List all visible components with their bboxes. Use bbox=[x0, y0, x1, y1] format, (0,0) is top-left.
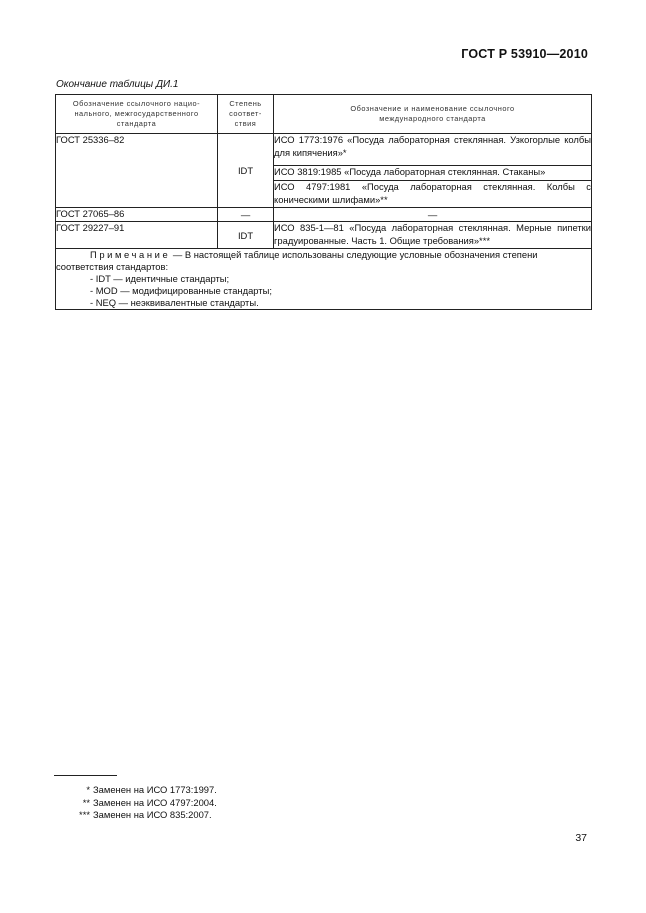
footnote-text: Заменен на ИСО 4797:2004. bbox=[93, 796, 217, 808]
table-row bbox=[56, 208, 592, 222]
footnote-mark: ** bbox=[82, 796, 90, 808]
footnote bbox=[78, 797, 217, 810]
document-code: ГОСТ Р 53910—2010 bbox=[461, 47, 588, 61]
footnote-text: Заменен на ИСО 1773:1997. bbox=[93, 784, 217, 795]
footnote bbox=[78, 784, 217, 797]
footnote bbox=[78, 809, 217, 822]
table-row bbox=[56, 134, 592, 166]
gost-cell: ГОСТ 29227–91 bbox=[56, 222, 218, 249]
iso-cell: ИСО 1773:1976 «Посуда лабораторная стеклянная. Узкогорлые колбы для кипячения»* bbox=[274, 134, 592, 166]
header-international-standard: Обозначение и наименование ссылочного международного стандарта bbox=[274, 95, 592, 134]
note-item: - IDT — идентичные стандарты; bbox=[90, 273, 230, 284]
footnotes bbox=[78, 784, 217, 822]
header-degree: Степень соответ-ствия bbox=[218, 95, 274, 134]
footnote-mark: * bbox=[86, 784, 90, 795]
note-text bbox=[56, 249, 591, 273]
degree-cell: IDT bbox=[218, 134, 274, 208]
page-number: 37 bbox=[575, 832, 587, 844]
note-label: Примечание bbox=[90, 249, 171, 260]
reference-standards-table bbox=[55, 94, 592, 310]
note-body: — В настоящей таблице использованы следующие условные обозначения степени соответствия стандартов: bbox=[56, 249, 538, 272]
gost-cell: ГОСТ 25336–82 bbox=[56, 134, 218, 208]
note-item: - MOD — модифицированные стандарты; bbox=[90, 285, 272, 296]
iso-cell: ИСО 835-1—81 «Посуда лабораторная стеклянная. Мерные пипетки градуированные. Часть 1. Общие требования»*** bbox=[274, 222, 592, 249]
iso-cell: ИСО 4797:1981 «Посуда лабораторная стеклянная. Колбы с коническими шлифами»** bbox=[274, 181, 592, 208]
table-header-row bbox=[56, 95, 592, 134]
footnote-mark: *** bbox=[79, 809, 90, 820]
degree-cell: — bbox=[218, 208, 274, 222]
iso-cell: — bbox=[274, 208, 592, 222]
table-row bbox=[56, 222, 592, 249]
footnote-text: Заменен на ИСО 835:2007. bbox=[93, 809, 212, 820]
iso-cell: ИСО 3819:1985 «Посуда лабораторная стеклянная. Стаканы» bbox=[274, 166, 592, 181]
note-item: - NEQ — неэквивалентные стандарты. bbox=[90, 297, 259, 308]
footnote-divider bbox=[54, 775, 117, 776]
degree-cell: IDT bbox=[218, 222, 274, 249]
header-national-standard: Обозначение ссылочного нацио-нального, межгосударственного стандарта bbox=[56, 95, 218, 134]
table-caption: Окончание таблицы ДИ.1 bbox=[56, 79, 179, 90]
note-row bbox=[56, 249, 592, 310]
gost-cell: ГОСТ 27065–86 bbox=[56, 208, 218, 222]
table-note bbox=[56, 249, 592, 310]
